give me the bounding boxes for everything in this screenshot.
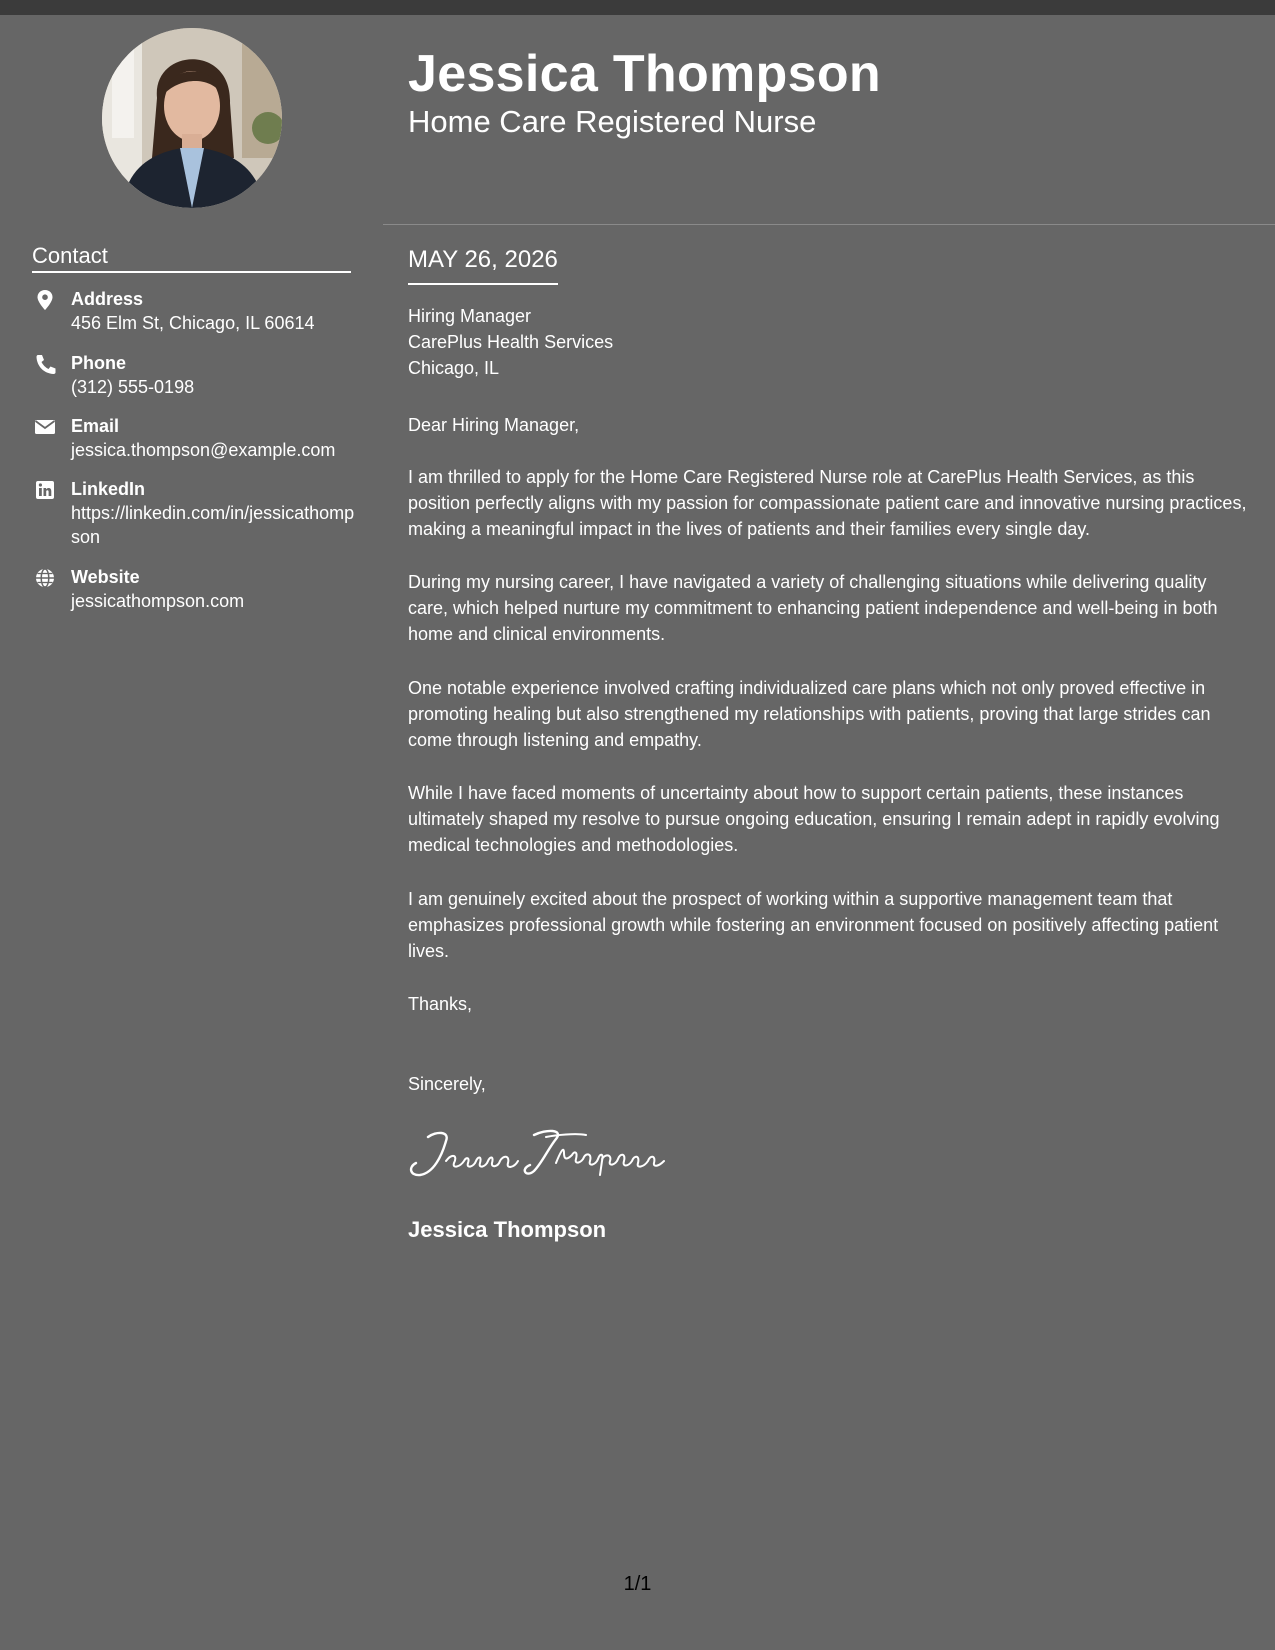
phone-value: (312) 555-0198: [71, 377, 195, 397]
portrait-photo: [102, 28, 282, 208]
address-value: 456 Elm St, Chicago, IL 60614: [71, 313, 315, 333]
linkedin-icon: [32, 479, 58, 501]
page-number: 1/1: [623, 1573, 652, 1595]
location-pin-icon: [32, 289, 58, 311]
email-value[interactable]: jessica.thompson@example.com: [71, 440, 336, 460]
email-label: Email: [71, 416, 120, 436]
email-icon: [32, 416, 58, 438]
recipient-line: CarePlus Health Services: [408, 332, 614, 352]
letter-paragraph: While I have faced moments of uncertainty about how to support certain patients, these instances ultimately shaped my resolve to pursue ongoing education, ensuring I remain adept in rapidly evolving medical technologies and methodologies.: [408, 783, 1220, 855]
handwritten-signature: [406, 1123, 676, 1183]
letter-date: MAY 26, 2026: [408, 244, 558, 285]
cover-letter-page: [0, 15, 1275, 1650]
linkedin-label: LinkedIn: [71, 479, 146, 499]
avatar: [102, 28, 282, 208]
phone-icon: [32, 353, 58, 375]
linkedin-value[interactable]: https://linkedin.com/in/jessicathompson: [71, 503, 355, 547]
globe-icon: [32, 567, 58, 589]
recipient-line: Hiring Manager: [408, 306, 532, 326]
closing-line: Sincerely,: [408, 1074, 486, 1094]
contact-heading: Contact: [32, 241, 351, 273]
phone-label: Phone: [71, 353, 127, 373]
top-bar: [0, 0, 1275, 15]
website-value[interactable]: jessicathompson.com: [71, 591, 245, 611]
recipient-block: [408, 303, 1248, 381]
address-label: Address: [71, 289, 144, 309]
letter-paragraph: I am thrilled to apply for the Home Care Registered Nurse role at CarePlus Health Services, as this position perfectly aligns with my passion for compassionate patient care and innovative nursing practices, making a meaningful impact in the lives of patients and their families every single day.: [408, 467, 1247, 539]
applicant-name: Jessica Thompson: [408, 45, 881, 103]
website-label: Website: [71, 567, 140, 587]
signed-name: Jessica Thompson: [408, 1217, 607, 1242]
recipient-line: Chicago, IL: [408, 358, 500, 378]
letter-paragraph: During my nursing career, I have navigated a variety of challenging situations while delivering quality care, which helped nurture my commitment to enhancing patient independence and well-being in both home and clinical environments.: [408, 572, 1218, 644]
letter-paragraph: One notable experience involved crafting individualized care plans which not only proved effective in promoting healing but also strengthened my relationships with patients, proving that large strides can come through listening and empathy.: [408, 678, 1211, 750]
greeting: Dear Hiring Manager,: [408, 415, 580, 435]
letter-paragraph: I am genuinely excited about the prospect of working within a supportive management team that emphasizes professional growth while fostering an environment focused on positively affecting patient lives.: [408, 889, 1219, 961]
thanks-line: Thanks,: [408, 994, 473, 1014]
header-divider: [383, 224, 1275, 225]
applicant-job-title: Home Care Registered Nurse: [408, 104, 817, 139]
